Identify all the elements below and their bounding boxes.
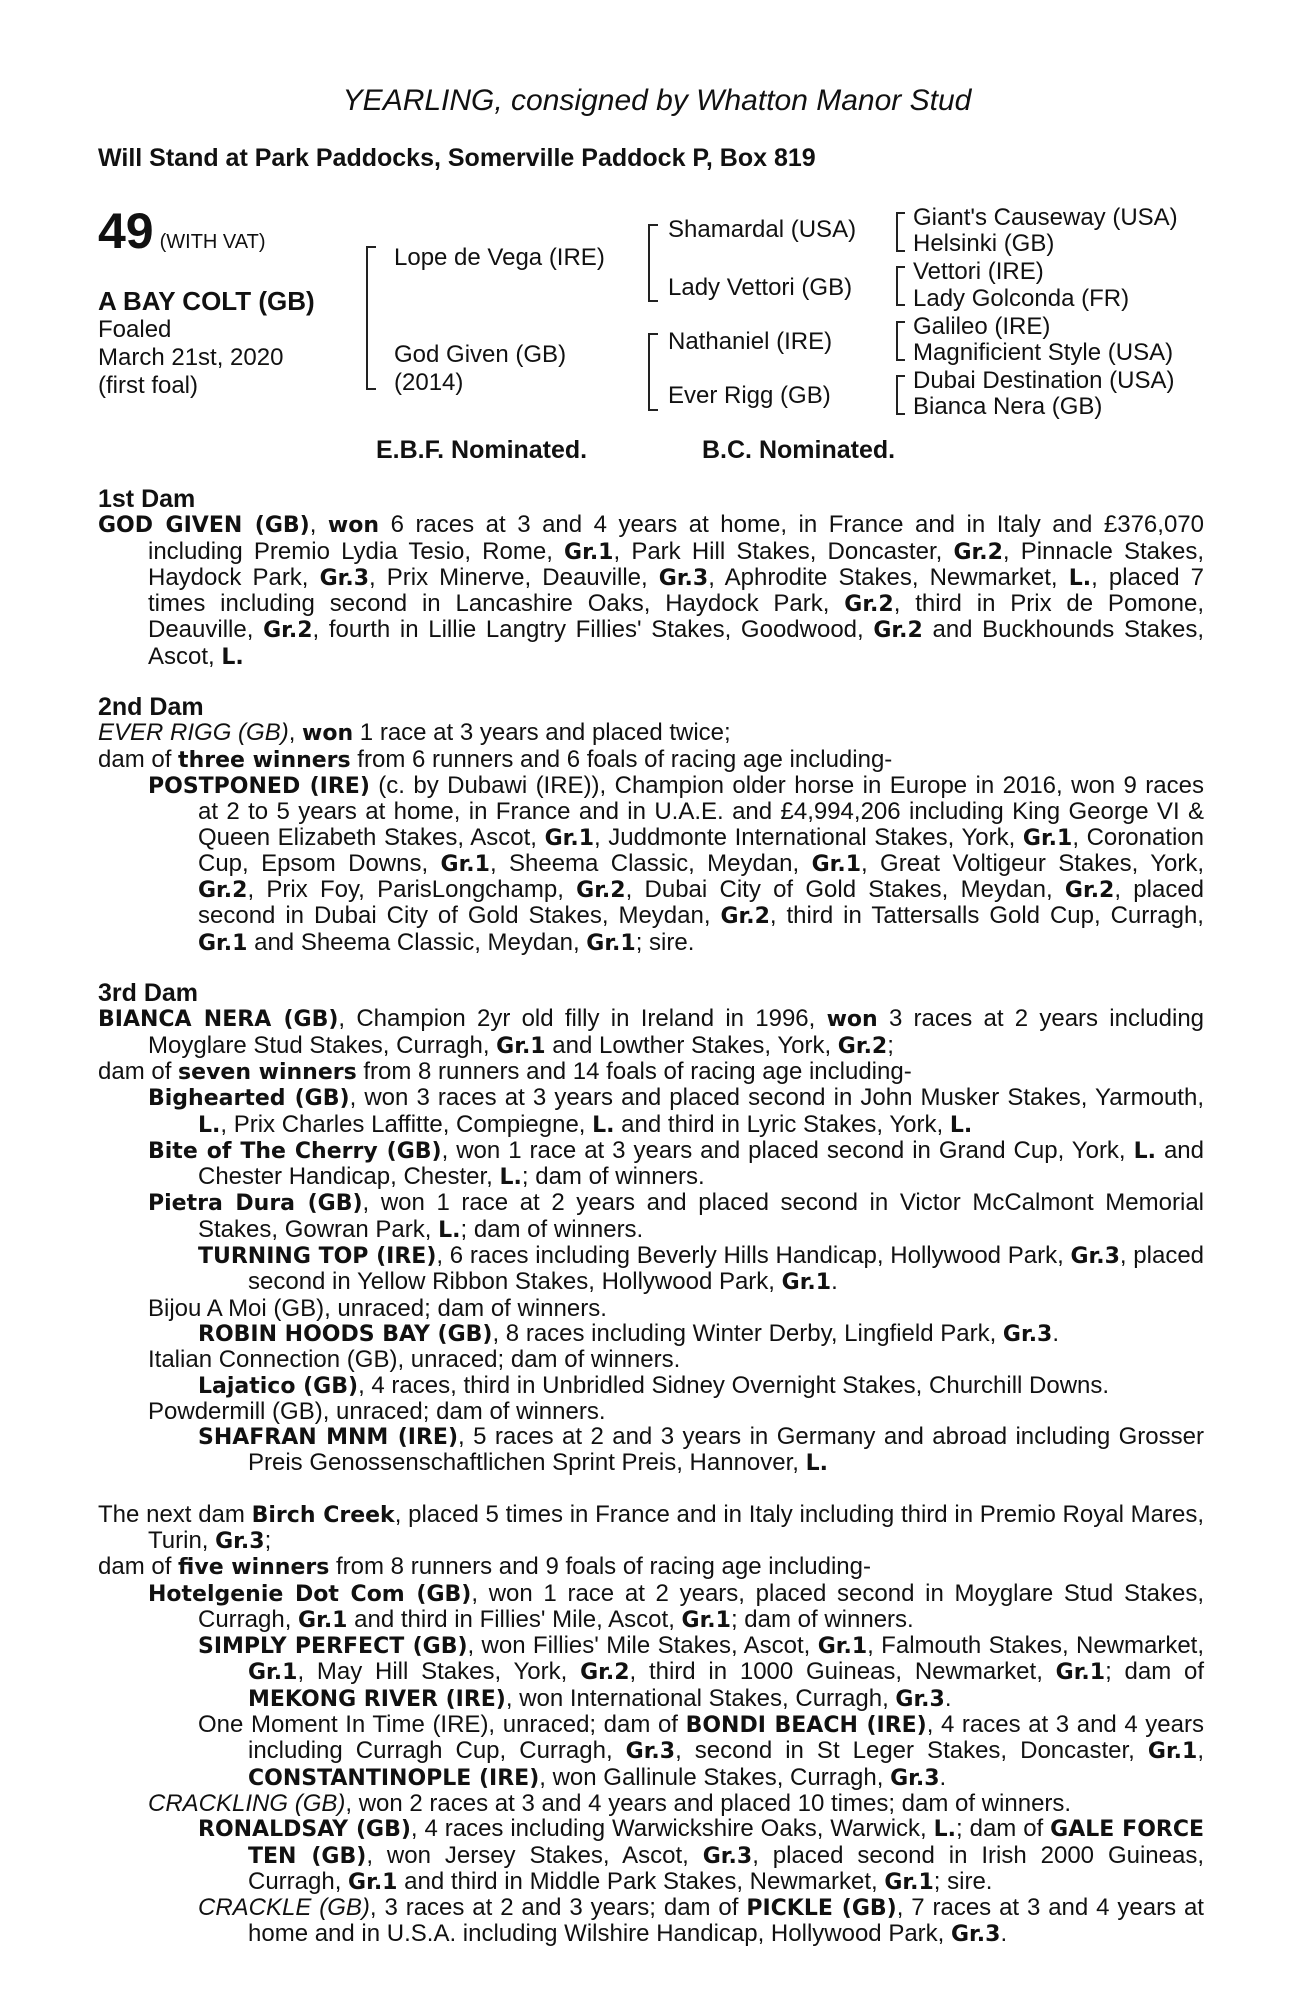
crackling-entry: CRACKLING (GB), won 2 races at 3 and 4 years and placed 10 times; dam of winners. — [148, 1789, 1072, 1817]
third-dam-text: BIANCA NERA (GB), Champion 2yr old filly in Ireland in 1996, won 3 races at 2 years including Moyglare Stud Stakes, Curragh, Gr.1 and Lowther Stakes, York, Gr.2; — [98, 1005, 1205, 1059]
simply-perfect-entry: SIMPLY PERFECT (GB), won Fillies' Mile Stakes, Ascot, Gr.1, Falmouth Stakes, Newmarket, Gr.1, May Hill Stakes, York, Gr.2, third in 1000 Guineas, Newmarket, Gr.1; dam of MEKONG RIVER (IRE), won International Stakes, Curragh, Gr.3. — [198, 1632, 1205, 1712]
pedigree-sire: Lope de Vega (IRE) — [394, 244, 605, 271]
italian-connection-entry: Italian Connection (GB), unraced; dam of winners. — [148, 1346, 681, 1374]
foaled-label: Foaled — [98, 316, 172, 343]
crackle-entry: CRACKLE (GB), 3 races at 2 and 3 years; dam of PICKLE (GB), 7 races at 3 and 4 years at home and in U.S.A. including Wilshire Handicap, Hollywood Park, Gr.3. — [198, 1894, 1204, 1948]
vat-note: (WITH VAT) — [159, 231, 266, 253]
pedigree-dss: Galileo (IRE) — [913, 313, 1051, 340]
pedigree-sire-dam: Lady Vettori (GB) — [668, 274, 853, 301]
pedigree-sdd: Lady Golconda (FR) — [913, 285, 1130, 312]
pedigree-dam-year: (2014) — [394, 369, 464, 396]
pedigree-brace-3b — [896, 266, 905, 306]
turning-top-entry: TURNING TOP (IRE), 6 races including Beverly Hills Handicap, Hollywood Park, Gr.3, placed second in Yellow Ribbon Stakes, Hollywood Park, Gr.1. — [198, 1242, 1205, 1296]
pedigree-sire-sire: Shamardal (USA) — [668, 216, 857, 243]
pedigree-brace-3d — [896, 375, 905, 415]
second-dam-produce: dam of three winners from 6 runners and 6 foals of racing age including- — [98, 745, 893, 773]
catalogue-body — [98, 487, 1204, 1948]
lot-sex: A BAY COLT (GB) — [98, 286, 315, 316]
third-dam-heading: 3rd Dam — [98, 979, 199, 1008]
first-dam-heading: 1st Dam — [98, 485, 196, 513]
hotelgenie-dot-com-entry: Hotelgenie Dot Com (GB), won 1 race at 2 years, placed second in Moyglare Stud Stakes, Curragh, Gr.1 and third in Fillies' Mile, Ascot, Gr.1; dam of winners. — [148, 1579, 1204, 1633]
pedigree-dsd: Magnificient Style (USA) — [913, 339, 1174, 366]
first-dam-text: GOD GIVEN (GB), won 6 races at 3 and 4 years at home, in France and in Italy and £376,070 including Premio Lydia Tesio, Rome, Gr.1, Park Hill Stakes, Doncaster, Gr.2, Pinnacle Stakes, Haydock Park, Gr.3, Prix Minerve, Deauville, Gr.3, Aphrodite Stakes, Newmarket, L., placed 7 times including second in Lancashire Oaks, Haydock Park, Gr.2, third in Prix de Pomone, Deauville, Gr.2, fourth in Lillie Langtry Fillies' Stakes, Goodwood, Gr.2 and Buckhounds Stakes, Ascot, L. — [98, 511, 1205, 670]
bc-nomination: B.C. Nominated. — [702, 436, 896, 464]
bijou-a-moi-entry: Bijou A Moi (GB), unraced; dam of winners. — [148, 1294, 607, 1322]
page-title: YEARLING, consigned by Whatton Manor Stud — [342, 84, 972, 117]
pedigree-dam: God Given (GB) — [394, 341, 567, 368]
postponed-entry: POSTPONED (IRE) (c. by Dubawi (IRE)), Champion older horse in Europe in 2016, won 9 races at 2 to 5 years at home, in France and in U.A.E. and £4,994,206 including King George VI & Queen Elizabeth Stakes, Ascot, Gr.1, Juddmonte International Stakes, York, Gr.1, Coronation Cup, Epsom Downs, Gr.1, Sheema Classic, Meydan, Gr.1, Great Voltigeur Stakes, York, Gr.2, Prix Foy, ParisLongchamp, Gr.2, Dubai City of Gold Stakes, Meydan, Gr.2, placed second in Dubai City of Gold Stakes, Meydan, Gr.2, third in Tattersalls Gold Cup, Curragh, Gr.1 and Sheema Classic, Meydan, Gr.1; sire. — [148, 771, 1205, 956]
pedigree-sds: Vettori (IRE) — [913, 258, 1044, 285]
pedigree-dam-sire: Nathaniel (IRE) — [668, 328, 833, 355]
second-dam-heading: 2nd Dam — [98, 693, 204, 722]
first-foal-note: (first foal) — [98, 372, 199, 399]
pedigree-ssd: Helsinki (GB) — [913, 230, 1055, 257]
pedigree-brace-2a — [648, 224, 658, 302]
pedigree-dam-dam: Ever Rigg (GB) — [668, 382, 831, 409]
pedigree-brace-3a — [896, 212, 905, 252]
pedigree-brace-1 — [366, 246, 376, 390]
powdermill-entry: Powdermill (GB), unraced; dam of winners. — [148, 1397, 606, 1425]
next-dam-produce: dam of five winners from 8 runners and 9 foals of racing age including- — [98, 1553, 871, 1581]
pedigree-ddd: Bianca Nera (GB) — [913, 393, 1103, 420]
third-dam-produce: dam of seven winners from 8 runners and 14 foals of racing age including- — [98, 1057, 912, 1085]
bighearted-entry: Bighearted (GB), won 3 races at 3 years and placed second in John Musker Stakes, Yarmouth, L., Prix Charles Laffitte, Compiegne, L. and third in Lyric Stakes, York, L. — [148, 1084, 1204, 1138]
pedigree-dds: Dubai Destination (USA) — [913, 367, 1175, 394]
ronaldsay-entry: RONALDSAY (GB), 4 races including Warwickshire Oaks, Warwick, L.; dam of GALE FORCE TEN (GB), won Jersey Stakes, Ascot, Gr.3, placed second in Irish 2000 Guineas, Curragh, Gr.1 and third in Middle Park Stakes, Newmarket, Gr.1; sire. — [198, 1815, 1205, 1895]
pedigree-brace-2b — [648, 333, 658, 411]
shafran-mnm-entry: SHAFRAN MNM (IRE), 5 races at 2 and 3 years in Germany and abroad including Grosser Preis Genossenschaftlichen Sprint Preis, Hannover, L. — [198, 1423, 1204, 1477]
pedigree-brace-3c — [896, 321, 905, 361]
ebf-nomination: E.B.F. Nominated. — [376, 436, 588, 464]
lajatico-entry: Lajatico (GB), 4 races, third in Unbridled Sidney Overnight Stakes, Churchill Downs. — [198, 1371, 1110, 1399]
lot-number — [98, 202, 266, 260]
robin-hoods-bay-entry: ROBIN HOODS BAY (GB), 8 races including Winter Derby, Lingfield Park, Gr.3. — [198, 1319, 1060, 1347]
second-dam-text: EVER RIGG (GB), won 1 race at 3 years and placed twice; — [98, 719, 731, 747]
lot-number-value: 49 — [98, 203, 154, 259]
bite-of-the-cherry-entry: Bite of The Cherry (GB), won 1 race at 3 years and placed second in Grand Cup, York, L. and Chester Handicap, Chester, L.; dam of winners. — [148, 1136, 1204, 1191]
foaled-date: March 21st, 2020 — [98, 344, 284, 371]
pedigree-sss: Giant's Causeway (USA) — [913, 204, 1178, 231]
pietra-dura-entry: Pietra Dura (GB), won 1 race at 2 years and placed second in Victor McCalmont Memorial Stakes, Gowran Park, L.; dam of winners. — [148, 1189, 1204, 1243]
stand-location: Will Stand at Park Paddocks, Somerville Paddock P, Box 819 — [98, 144, 816, 172]
one-moment-in-time-entry: One Moment In Time (IRE), unraced; dam of BONDI BEACH (IRE), 4 races at 3 and 4 years including Curragh Cup, Curragh, Gr.3, second in St Leger Stakes, Doncaster, Gr.1, CONSTANTINOPLE (IRE), won Gallinule Stakes, Curragh, Gr.3. — [198, 1711, 1204, 1791]
next-dam-text: The next dam Birch Creek, placed 5 times in France and in Italy including third in Premio Royal Mares, Turin, Gr.3; — [98, 1500, 1204, 1554]
